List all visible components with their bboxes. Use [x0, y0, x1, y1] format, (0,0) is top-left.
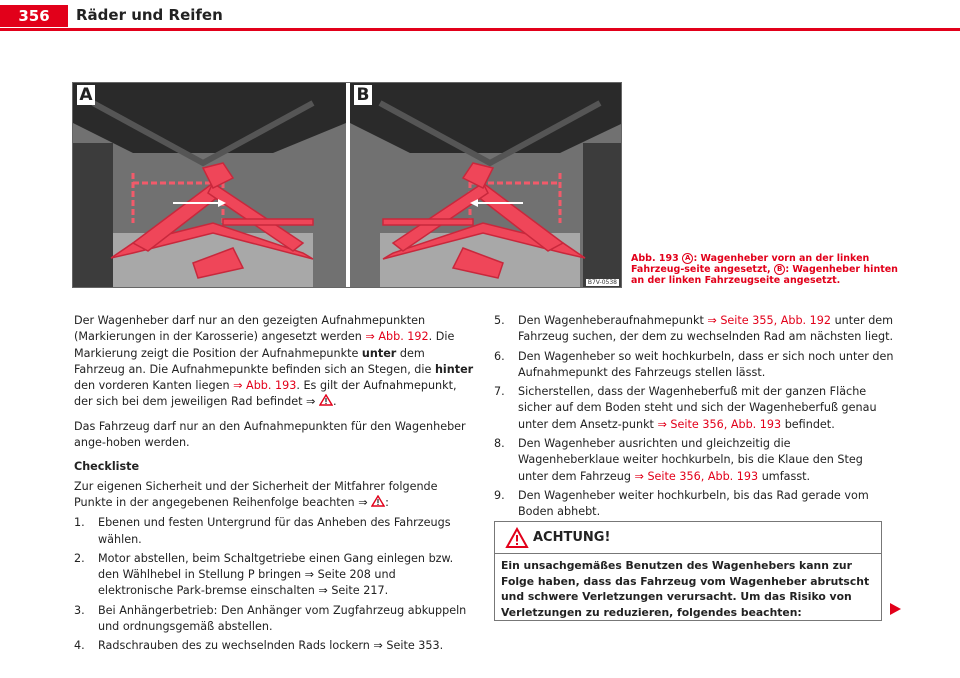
intro-paragraph: Der Wagenheber darf nur an den gezeigten Aufnahmepunkten (Markierungen in der Karosserie) angesetzt werden ⇒ Abb. 192. Die Markierung zeigt die Position der Aufnahmepunkte unter dem Fahrzeug an. Die Aufnahmepunkte befinden sich an Stegen, die hinter den vorderen Kanten liegen ⇒ Abb. 193. Es gilt der Aufnahmepunkt, der sich bei dem jeweiligen Rad befindet ⇒ .	[74, 314, 474, 409]
warning-title: ACHTUNG!	[533, 530, 611, 545]
figure-panel-a	[73, 83, 346, 288]
link-abb-193[interactable]: ⇒ Abb. 193	[233, 379, 297, 393]
caption-text-b: : Wagenheber hinten an der linken Fahrzeugseite angesetzt.	[631, 264, 898, 286]
left-column	[74, 313, 474, 658]
jack-rear-illustration	[350, 83, 622, 288]
list-item: 1. Ebenen und festen Untergrund für das Anheben des Fahrzeugs wählen.	[74, 516, 451, 546]
link-abb-192[interactable]: ⇒ Abb. 192	[365, 330, 429, 344]
page-number: 356	[0, 5, 68, 27]
list-item: 5. Den Wagenheberaufnahmepunkt ⇒ Seite 355, Abb. 192 unter dem Fahrzeug suchen, der dem zu wechselnden Rad am nächsten liegt.	[494, 314, 894, 344]
caption-fig-ref: Abb. 193	[631, 253, 679, 264]
chapter-title: Räder und Reifen	[76, 6, 223, 24]
list-item: 7. Sicherstellen, dass der Wagenheberfuß mit der ganzen Fläche sicher auf dem Boden steht und sich der Wagenheberfuß genau unter dem Ansetz-punkt ⇒ Seite 356, Abb. 193 befindet.	[494, 385, 877, 431]
warning-box	[494, 521, 882, 621]
warning-triangle-icon	[319, 394, 333, 406]
link-seite-355[interactable]: ⇒ Seite 355, Abb. 192	[707, 314, 832, 327]
list-item: 4. Radschrauben des zu wechselnden Rads lockern ⇒ Seite 353.	[74, 639, 444, 653]
warning-triangle-icon	[505, 527, 529, 549]
checklist-heading: Checkliste	[74, 460, 140, 474]
page-header	[0, 0, 960, 36]
checklist-intro: Zur eigenen Sicherheit und der Sicherheit der Mitfahrer folgende Punkte in der angegebenen Reihenfolge beachten ⇒ :	[74, 479, 438, 509]
list-item: 2. Motor abstellen, beim Schaltgetriebe einen Gang einlegen bzw. den Wählhebel in Stellung P bringen ⇒ Seite 208 und elektronische Park-bremse einschalten ⇒ Seite 217.	[74, 551, 454, 598]
warning-body: Ein unsachgemäßes Benutzen des Wagenhebers kann zur Folge haben, dass das Fahrzeug vom Wagenheber abrutscht und schwere Verletzungen verursacht. Um das Risiko von Verletzungen zu reduzieren, folgendes beachten:	[501, 559, 870, 619]
figure-193	[72, 82, 622, 288]
list-item: 3. Bei Anhängerbetrieb: Den Anhänger vom Zugfahrzeug abkuppeln und ordnungsgemäß abstellen.	[74, 603, 467, 634]
jack-front-illustration	[73, 83, 346, 288]
link-seite-356[interactable]: ⇒ Seite 356, Abb. 193	[657, 417, 782, 431]
warning-triangle-icon	[371, 495, 385, 507]
figure-caption	[631, 253, 901, 286]
panel-b-label: B	[354, 85, 372, 105]
link-seite-356[interactable]: ⇒ Seite 356, Abb. 193	[634, 469, 759, 483]
right-column	[494, 313, 894, 524]
header-rule	[0, 28, 960, 31]
figure-panel-b	[350, 83, 622, 288]
continue-arrow-icon	[888, 602, 902, 616]
caption-badge-a: A	[682, 253, 693, 264]
list-item: 8. Den Wagenheber ausrichten und gleichzeitig die Wagenheberklaue weiter hochkurbeln, bis die Klaue den Steg unter dem Fahrzeug ⇒ Seite 356, Abb. 193 umfasst.	[494, 437, 863, 483]
list-item: 9. Den Wagenheber weiter hochkurbeln, bis das Rad gerade vom Boden abhebt.	[494, 488, 869, 519]
list-item: 6. Den Wagenheber so weit hochkurbeln, dass er sich noch unter den Aufnahmepunkt des Fahrzeugs stellen lässt.	[494, 349, 894, 379]
figure-code: B7V-0538	[587, 279, 617, 286]
panel-a-label: A	[77, 85, 95, 105]
warning-header	[495, 522, 881, 554]
paragraph-lift-points: Das Fahrzeug darf nur an den Aufnahmepunkten für den Wagenheber ange-hoben werden.	[74, 419, 466, 450]
caption-badge-b: B	[774, 264, 785, 275]
caption-text-a: : Wagenheber vorn an der linken Fahrzeug-seite angesetzt,	[631, 253, 870, 275]
